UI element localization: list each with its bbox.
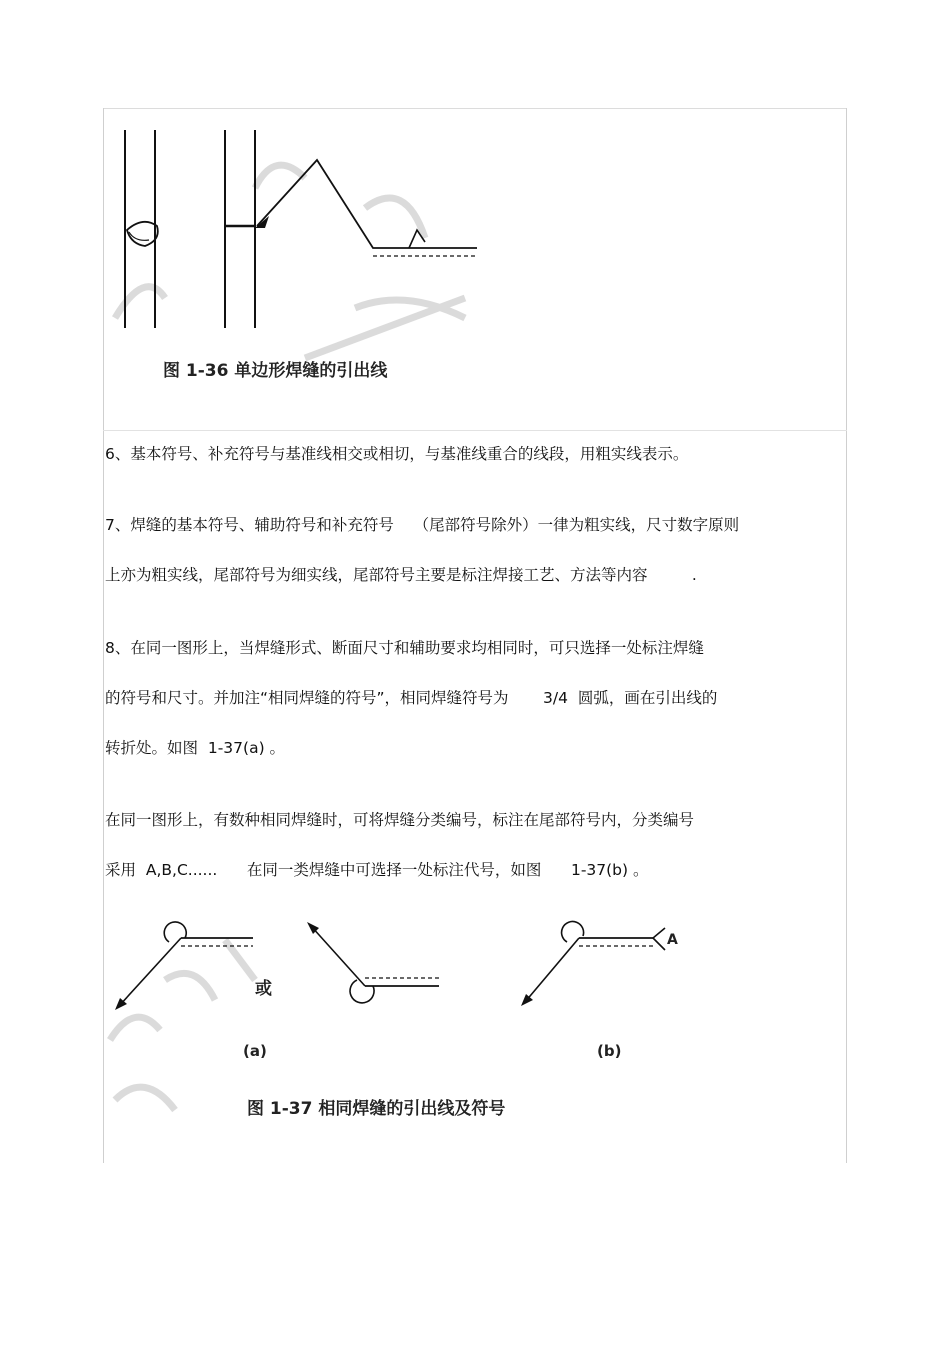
frame-right-border: [846, 108, 847, 1163]
tail-letter: A: [667, 932, 678, 948]
paragraph-7-line-1: 7、焊缝的基本符号、辅助符号和补充符号 （尾部符号除外）一律为粗实线，尺寸数字原则: [105, 516, 740, 534]
or-label: 或: [255, 979, 272, 999]
figure-1-36-caption: 图 1-36 单边形焊缝的引出线: [163, 361, 388, 381]
paragraph-8-line-2: 的符号和尺寸。并加注“相同焊缝的符号”，相同焊缝符号为 3/4 圆弧，画在引出线的: [105, 689, 718, 707]
paragraph-8-line-3: 转折处。如图 1-37(a) 。: [105, 739, 286, 757]
figure-1-37: [105, 920, 717, 1135]
paragraph-9-line-2: 采用 A,B,C...... 在同一类焊缝中可选择一处标注代号，如图 1-37(b) 。: [105, 861, 649, 879]
tail-symbol-icon: [653, 928, 665, 950]
label-a: (a): [243, 1042, 267, 1060]
paragraph-9-line-1: 在同一图形上，有数种相同焊缝时，可将焊缝分类编号，标注在尾部符号内，分类编号: [105, 811, 695, 829]
frame-top-border: [103, 108, 847, 109]
frame-divider: [103, 430, 847, 431]
weld-bead-icon: [127, 222, 158, 246]
leader-line-b: [525, 938, 579, 1002]
leader-line-a2: [311, 926, 365, 986]
leader-line-a1: [119, 938, 181, 1006]
figure-1-37-drawing: [105, 920, 717, 1135]
paragraph-6: 6、基本符号、补充符号与基准线相交或相切，与基准线重合的线段，用粗实线表示。: [105, 445, 689, 463]
same-weld-arc-icon: [562, 922, 584, 942]
watermark: [115, 165, 465, 358]
figure-1-36-drawing: [105, 118, 495, 396]
paragraph-8-line-1: 8、在同一图形上，当焊缝形式、断面尺寸和辅助要求均相同时，可只选择一处标注焊缝: [105, 639, 704, 657]
figure-1-37-caption: 图 1-37 相同焊缝的引出线及符号: [247, 1099, 506, 1119]
paragraph-7-line-2: 上亦为粗实线，尾部符号为细实线，尾部符号主要是标注焊接工艺、方法等内容 .: [105, 566, 697, 584]
frame-left-border: [103, 108, 104, 1163]
label-b: (b): [597, 1042, 622, 1060]
watermark: [110, 940, 255, 1110]
same-weld-arc-icon: [164, 922, 186, 942]
arrow-head-icon: [255, 216, 269, 228]
figure-1-36: [105, 118, 495, 396]
